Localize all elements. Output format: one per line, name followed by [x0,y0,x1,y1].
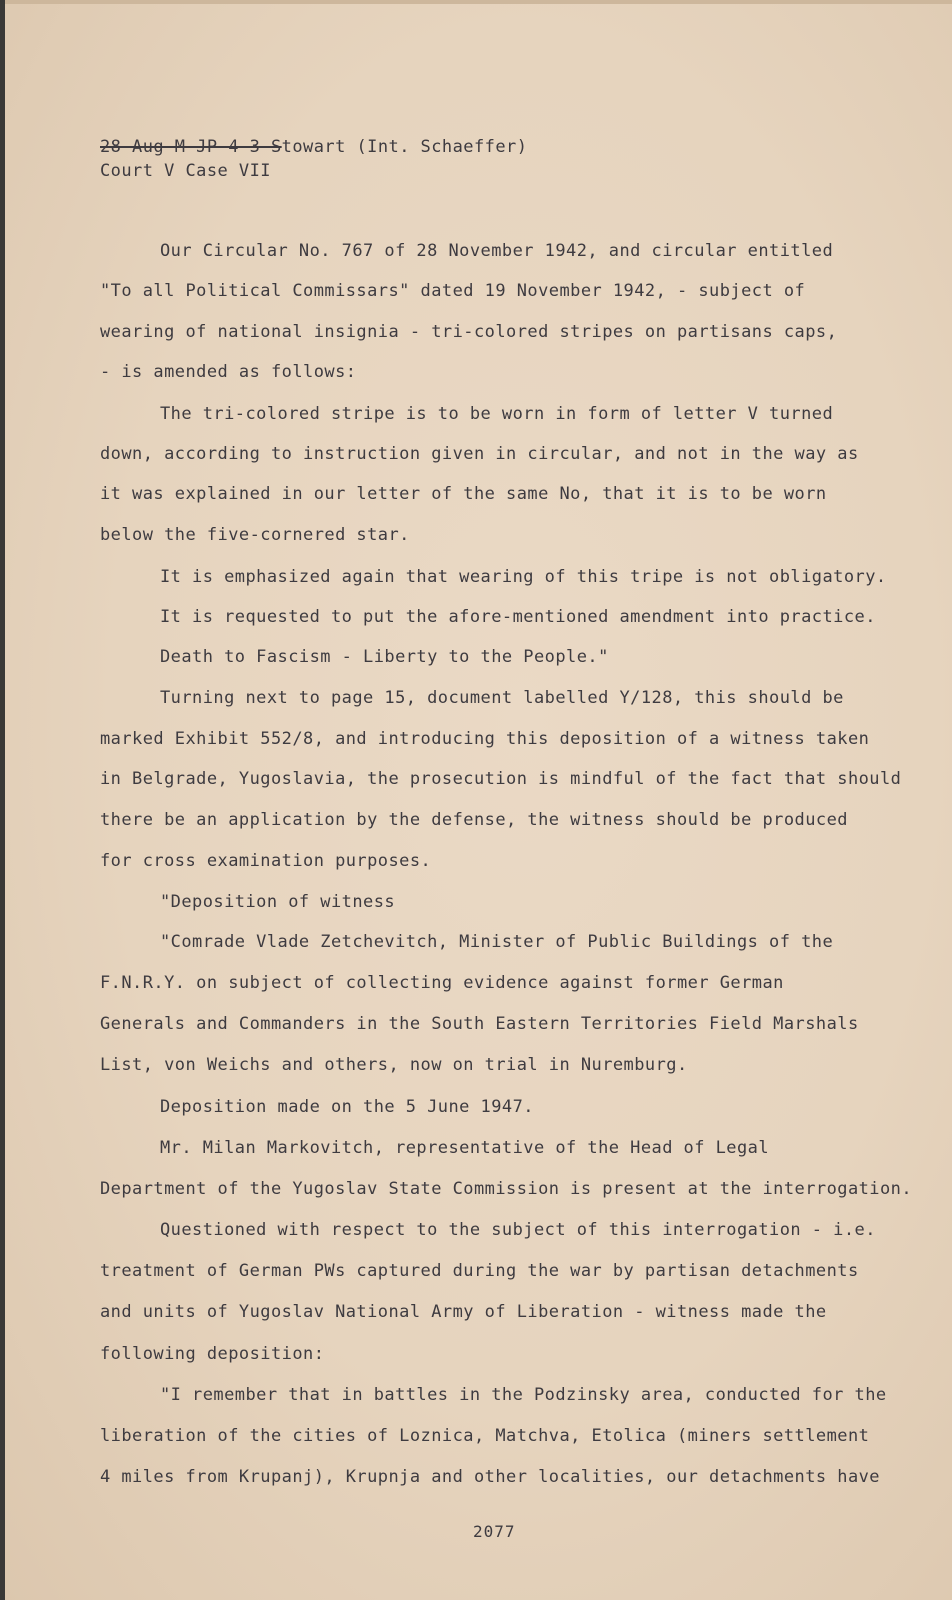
text-line: Generals and Commanders in the South Eastern Territories Field Marshals [100,1014,859,1034]
text-line: Questioned with respect to the subject of this interrogation - i.e. [160,1220,876,1240]
struck-header-text: 28-Aug-M-JP-4-3-S [100,137,282,157]
text-line: Mr. Milan Markovitch, representative of the Head of Legal [160,1138,770,1158]
text-line: in Belgrade, Yugoslavia, the prosecution is mindful of the fact that should [100,769,902,789]
text-line: treatment of German PWs captured during the war by partisan detachments [100,1261,859,1281]
text-line: "Comrade Vlade Zetchevitch, Minister of Public Buildings of the [160,932,834,952]
text-line: Department of the Yugoslav State Commission is present at the interrogation. [100,1179,913,1199]
text-line: F.N.R.Y. on subject of collecting evidence against former German [100,973,784,993]
text-line: down, according to instruction given in circular, and not in the way as [100,444,859,464]
page-left-edge [0,0,5,1600]
page-top-edge [0,0,952,4]
text-line: wearing of national insignia - tri-colored stripes on partisans caps, [100,322,838,342]
text-line: List, von Weichs and others, now on trial in Nuremburg. [100,1055,688,1075]
text-line: "To all Political Commissars" dated 19 November 1942, - subject of [100,281,806,301]
text-line: Our Circular No. 767 of 28 November 1942, and circular entitled [160,241,834,261]
page-number: 2077 [473,1522,516,1541]
text-line: The tri-colored stripe is to be worn in form of letter V turned [160,404,834,424]
text-line: there be an application by the defense, the witness should be produced [100,810,848,830]
text-line: "Deposition of witness [160,892,396,912]
text-line: 4 miles from Krupanj), Krupnja and other localities, our detachments have [100,1467,880,1487]
header-line-1 [100,137,527,157]
text-line: It is requested to put the afore-mentioned amendment into practice. [160,607,876,627]
text-line: - is amended as follows: [100,362,357,382]
text-line: marked Exhibit 552/8, and introducing this deposition of a witness taken [100,729,870,749]
text-line: "I remember that in battles in the Podzinsky area, conducted for the [160,1385,887,1405]
text-line: Death to Fascism - Liberty to the People." [160,647,609,667]
header-interpreter: towart (Int. Schaeffer) [281,137,528,157]
text-line: and units of Yugoslav National Army of Liberation - witness made the [100,1302,827,1322]
text-line: it was explained in our letter of the same No, that it is to be worn [100,484,827,504]
text-line: liberation of the cities of Loznica, Matchva, Etolica (miners settlement [100,1426,870,1446]
text-line: Deposition made on the 5 June 1947. [160,1097,534,1117]
text-line: It is emphasized again that wearing of this tripe is not obligatory. [160,567,887,587]
text-line: Turning next to page 15, document labelled Y/128, this should be [160,688,844,708]
text-line: below the five-cornered star. [100,525,410,545]
text-line: for cross examination purposes. [100,851,432,871]
header-line-2: Court V Case VII [100,161,271,181]
text-line: following deposition: [100,1344,325,1364]
